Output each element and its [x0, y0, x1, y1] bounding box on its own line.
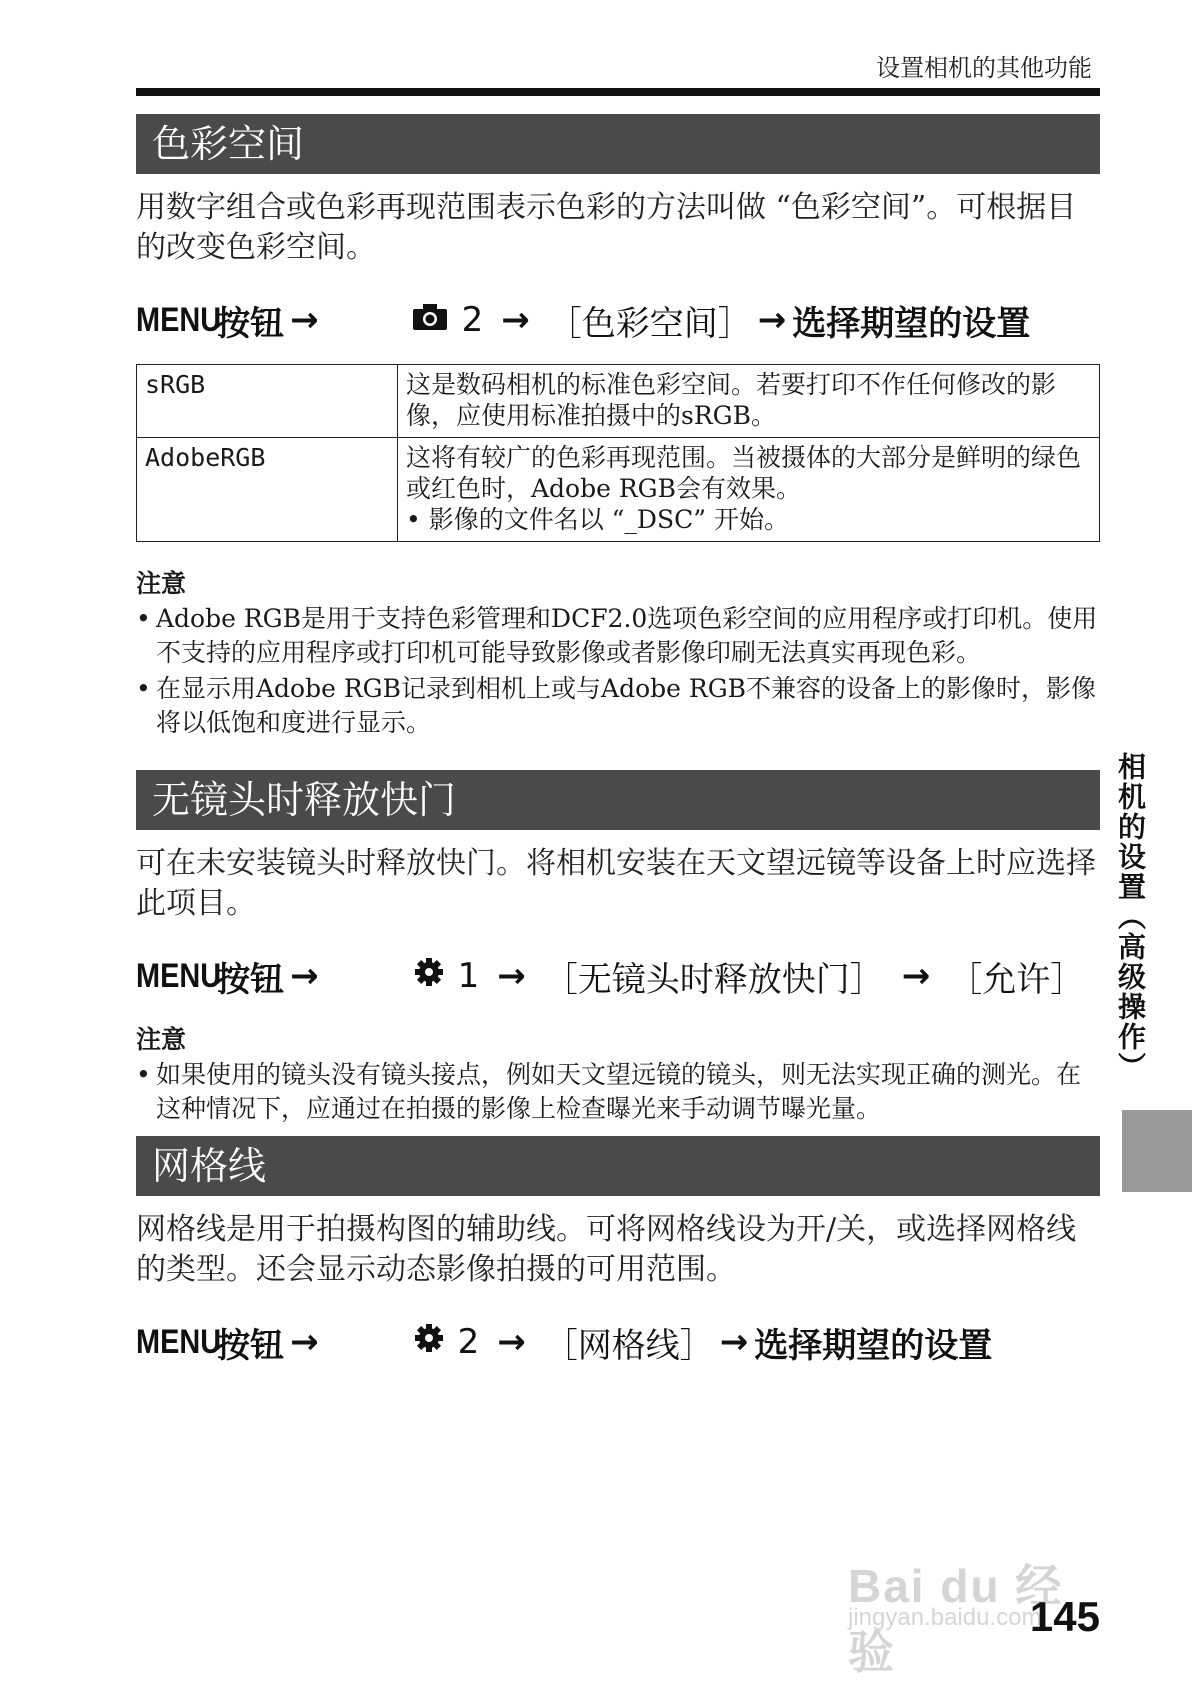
camera-icon: [341, 260, 448, 380]
arrow-icon: →: [497, 956, 526, 996]
note-item: • Adobe RGB是用于支持色彩管理和DCF2.0选项色彩空间的应用程序或打印机。使用不支持的应用程序或打印机可能导致影像或者影像印刷无法真实再现色彩。: [136, 602, 1100, 670]
table-row: [137, 438, 1100, 542]
section-title: 无镜头时释放快门: [136, 770, 1100, 830]
menu-word: MENU: [136, 1322, 222, 1361]
top-rule: [136, 88, 1100, 96]
option-name: AdobeRGB: [137, 438, 398, 542]
option-desc-text: 这将有较广的色彩再现范围。当被摄体的大部分是鲜明的绿色或红色时，Adobe RGB会有效果。: [406, 443, 1082, 503]
menu-path: [136, 1320, 1100, 1364]
section-grid-line: [136, 1136, 1100, 1364]
section-intro: 可在未安装镜头时释放快门。将相机安装在天文望远镜等设备上时应选择此项目。: [136, 846, 1096, 921]
menu-page-number: 2: [457, 1322, 480, 1362]
arrow-icon: →: [290, 1322, 319, 1362]
section-intro: 用数字组合或色彩再现范围表示色彩的方法叫做 “色彩空间”。可根据目的改变色彩空间。: [136, 190, 1077, 265]
side-block: [1122, 1110, 1192, 1192]
options-table: [136, 364, 1100, 542]
gear-icon: [343, 1282, 444, 1402]
note-title: 注意: [136, 569, 187, 598]
menu-result: 选择期望的设置: [792, 303, 1031, 344]
note-list: [136, 1058, 1100, 1126]
menu-button-label: 按钮: [216, 959, 285, 1000]
note-item: • 如果使用的镜头没有镜头接点，例如天文望远镜的镜头，则无法实现正确的测光。在这种情况下，应通过在拍摄的影像上检查曝光来手动调节曝光量。: [136, 1058, 1100, 1126]
arrow-icon: →: [290, 956, 319, 996]
menu-item: ［色彩空间］: [547, 303, 752, 344]
running-head: 设置相机的其他功能: [876, 54, 1092, 82]
arrow-icon: →: [501, 300, 530, 340]
menu-word: MENU: [136, 956, 222, 995]
watermark-sub: jingyan.baidu.com: [848, 1604, 1042, 1631]
note-list: [136, 602, 1100, 740]
side-tab: 相机的设置（高级操作）: [1114, 752, 1147, 1082]
arrow-icon: →: [757, 300, 787, 340]
option-bullet: • 影像的文件名以 “_DSC” 开始。: [406, 505, 789, 534]
menu-result: ［允许］: [948, 959, 1085, 1000]
watermark-main: Bai du 经验: [848, 1560, 1064, 1678]
menu-page-number: 1: [457, 956, 480, 996]
menu-result: 选择期望的设置: [754, 1325, 993, 1366]
table-row: [137, 365, 1100, 438]
arrow-icon: →: [497, 1322, 526, 1362]
arrow-icon: →: [290, 300, 319, 340]
note-item: • 在显示用Adobe RGB记录到相机上或与Adobe RGB不兼容的设备上的影像时，影像将以低饱和度进行显示。: [136, 672, 1100, 740]
note-title: 注意: [136, 1025, 187, 1054]
section-color-space: [136, 114, 1100, 742]
page-number: 145: [1029, 1593, 1100, 1640]
option-name: sRGB: [137, 365, 398, 438]
menu-path: [136, 954, 1100, 998]
section-intro: 网格线是用于拍摄构图的辅助线。可将网格线设为开/关，或选择网格线的类型。还会显示动态影像拍摄的可用范围。: [136, 1212, 1077, 1287]
option-bullet-text: 影像的文件名以 “_DSC” 开始。: [428, 505, 789, 534]
menu-word: MENU: [136, 300, 222, 339]
menu-item: ［无镜头时释放快门］: [543, 959, 884, 1000]
menu-path: [136, 298, 1100, 342]
arrow-icon: →: [901, 956, 931, 996]
section-title: 色彩空间: [136, 114, 1100, 174]
menu-page-number: 2: [461, 300, 484, 340]
menu-button-label: 按钮: [216, 303, 285, 344]
gear-icon: [343, 916, 444, 1036]
option-desc: 这是数码相机的标准色彩空间。若要打印不作任何修改的影像，应使用标准拍摄中的sRGB。: [398, 365, 1100, 438]
option-desc: [398, 438, 1100, 542]
menu-item: ［网格线］: [543, 1325, 714, 1366]
arrow-icon: →: [719, 1322, 749, 1362]
menu-button-label: 按钮: [216, 1325, 285, 1366]
section-title: 网格线: [136, 1136, 1100, 1196]
section-release-without-lens: [136, 770, 1100, 1128]
